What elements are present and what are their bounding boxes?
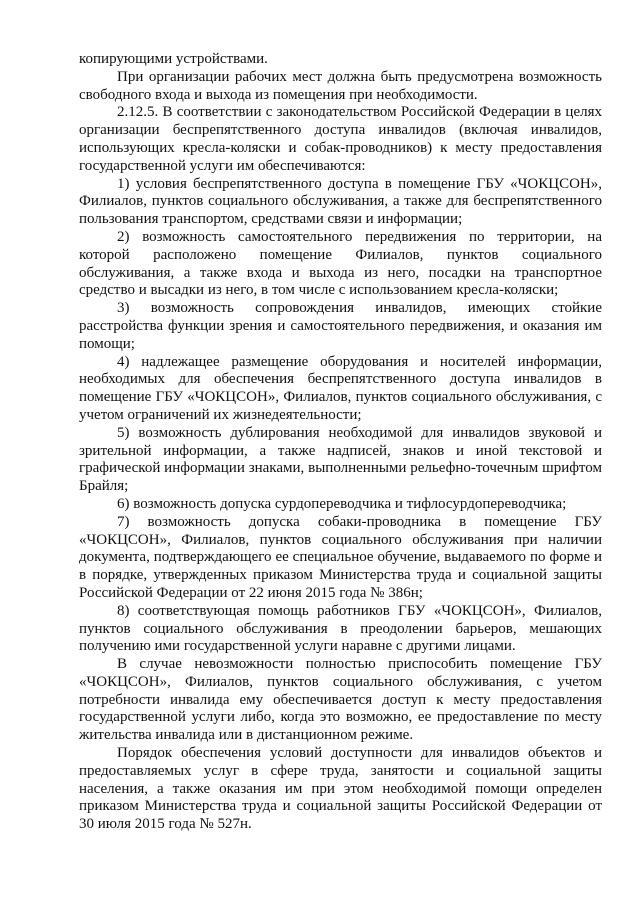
list-item-6: 6) возможность допуска сурдопереводчика и тифлосурдопереводчика; xyxy=(117,495,567,512)
list-item-4: 4) надлежащее размещение оборудования и носителей информации, необходимых для обеспечения беспрепятственного доступа инвалидов в помещение ГБУ «ЧОКЦСОН», Филиалов, пунктов социального обслуживания, с учетом ограничений их жизнедеятельности; xyxy=(79,353,602,423)
paragraph-section-2-12-5: 2.12.5. В соответствии с законодательством Российской Федерации в целях организации беспрепятственного доступа инвалидов (включая инвалидов, использующих кресла-коляски и собак-проводников) к месту предоставления государственной услуги им обеспечиваются: xyxy=(79,104,602,174)
document-page xyxy=(79,51,602,834)
list-item-1: 1) условия беспрепятственного доступа в помещение ГБУ «ЧОКЦСОН», Филиалов, пунктов социального обслуживания, а также для беспрепятственного пользования транспортом, средствами связи и информации; xyxy=(79,175,602,228)
list-item-2: 2) возможность самостоятельного передвижения по территории, на которой расположено помещение Филиалов, пунктов социального обслуживания, а также входа и выхода из него, посадки на транспортное средство и высадки из него, в том числе с использованием кресла-коляски; xyxy=(79,228,602,299)
paragraph-impossibility-case: В случае невозможности полностью приспособить помещение ГБУ «ЧОКЦСОН», Филиалов, пунктов социального обслуживания, с учетом потребности инвалида ему обеспечивается доступ к месту предоставления государственной услуги либо, когда это возможно, ее предоставление по месту жительства инвалида или в дистанционном режиме. xyxy=(79,656,602,744)
paragraph-continuation: копирующими устройствами. xyxy=(79,51,268,67)
paragraph-workplaces: При организации рабочих мест должна быть предусмотрена возможность свободного входа и выхода из помещения при необходимости. xyxy=(79,68,602,103)
paragraph-accessibility-order: Порядок обеспечения условий доступности для инвалидов объектов и предоставляемых услуг в сфере труда, занятости и социальной защиты населения, а также оказания им при этом необходимой помощи определен приказом Министерства труда и социальной защиты Российской Федерации от 30 июля 2015 года № 527н. xyxy=(79,745,602,833)
list-item-8: 8) соответствующая помощь работников ГБУ «ЧОКЦСОН», Филиалов, пунктов социального обслуживания в преодолении барьеров, мешающих получению ими государственной услуги наравне с другими лицами. xyxy=(79,602,602,655)
list-item-3: 3) возможность сопровождения инвалидов, имеющих стойкие расстройства функции зрения и самостоятельного передвижения, и оказания им помощи; xyxy=(79,300,602,352)
list-item-5: 5) возможность дублирования необходимой для инвалидов звуковой и зрительной информации, а также надписей, знаков и иной текстовой и графической информации знаками, выполненными рельефно-точечным шрифтом Брайля; xyxy=(79,424,602,495)
list-item-7: 7) возможность допуска собаки-проводника в помещение ГБУ «ЧОКЦСОН», Филиалов, пунктов социального обслуживания при наличии документа, подтверждающего ее специальное обучение, выдаваемого по форме и в порядке, утвержденных приказом Министерства труда и социальной защиты Российской Федерации от 22 июня 2015 года № 386н; xyxy=(79,513,602,601)
